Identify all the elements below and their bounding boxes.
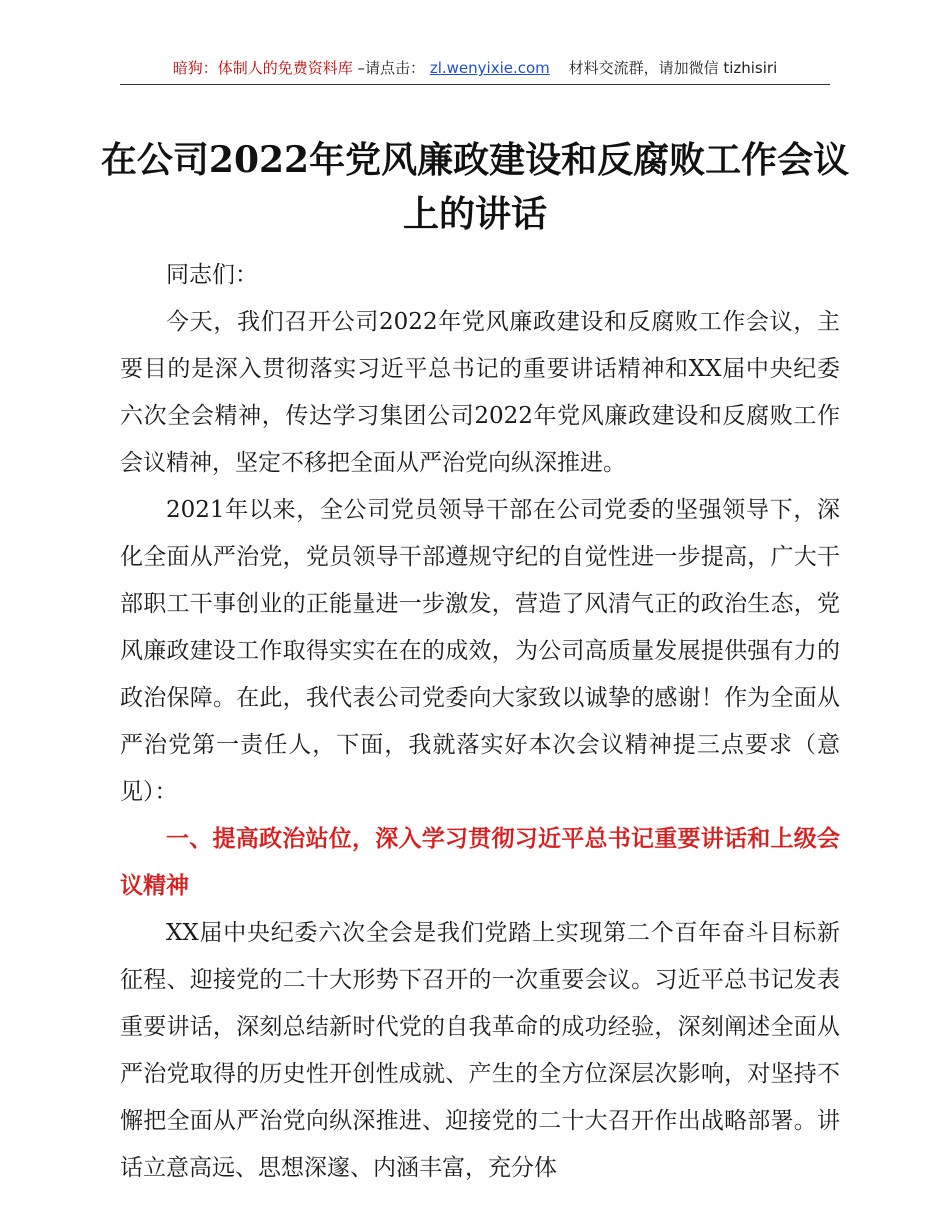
greeting: 同志们：	[166, 262, 258, 288]
header-link[interactable]: zl.wenyixie.com	[429, 59, 550, 77]
document-title: 在公司2022年党风廉政建设和反腐败工作会议上的讲话	[100, 139, 850, 235]
header-note: 材料交流群，请加微信 tizhisiri	[568, 59, 778, 77]
page-header	[120, 56, 830, 85]
section-heading: 一、提高政治站位，深入学习贯彻习近平总书记重要讲话和上级会议精神	[120, 826, 840, 899]
body-paragraph: 今天，我们召开公司2022年党风廉政建设和反腐败工作会议，主要目的是深入贯彻落实习近平总书记的重要讲话精神和XX届中央纪委六次全会精神，传达学习集团公司2022年党风廉政建设和反腐败工作会议精神，坚定不移把全面从严治党向纵深推进。	[120, 309, 840, 476]
body-paragraph: 2021年以来，全公司党员领导干部在公司党委的坚强领导下，深化全面从严治党，党员领导干部遵规守纪的自觉性进一步提高，广大干部职工干事创业的正能量进一步激发，营造了风清气正的政治生态，党风廉政建设工作取得实实在在的成效，为公司高质量发展提供强有力的政治保障。在此，我代表公司党委向大家致以诚挚的感谢！作为全面从严治党第一责任人，下面，我就落实好本次会议精神提三点要求（意见）：	[120, 497, 840, 805]
document-body	[120, 252, 840, 1192]
header-brand: 暗狗：体制人的免费资料库	[172, 59, 353, 77]
header-prompt: –请点击：	[357, 59, 426, 77]
body-paragraph: XX届中央纪委六次全会是我们党踏上实现第二个百年奋斗目标新征程、迎接党的二十大形势下召开的一次重要会议。习近平总书记发表重要讲话，深刻总结新时代党的自我革命的成功经验，深刻阐述全面从严治党取得的历史性开创性成就、产生的全方位深层次影响，对坚持不懈把全面从严治党向纵深推进、迎接党的二十大召开作出战略部署。讲话立意高远、思想深邃、内涵丰富，充分体	[120, 920, 840, 1181]
